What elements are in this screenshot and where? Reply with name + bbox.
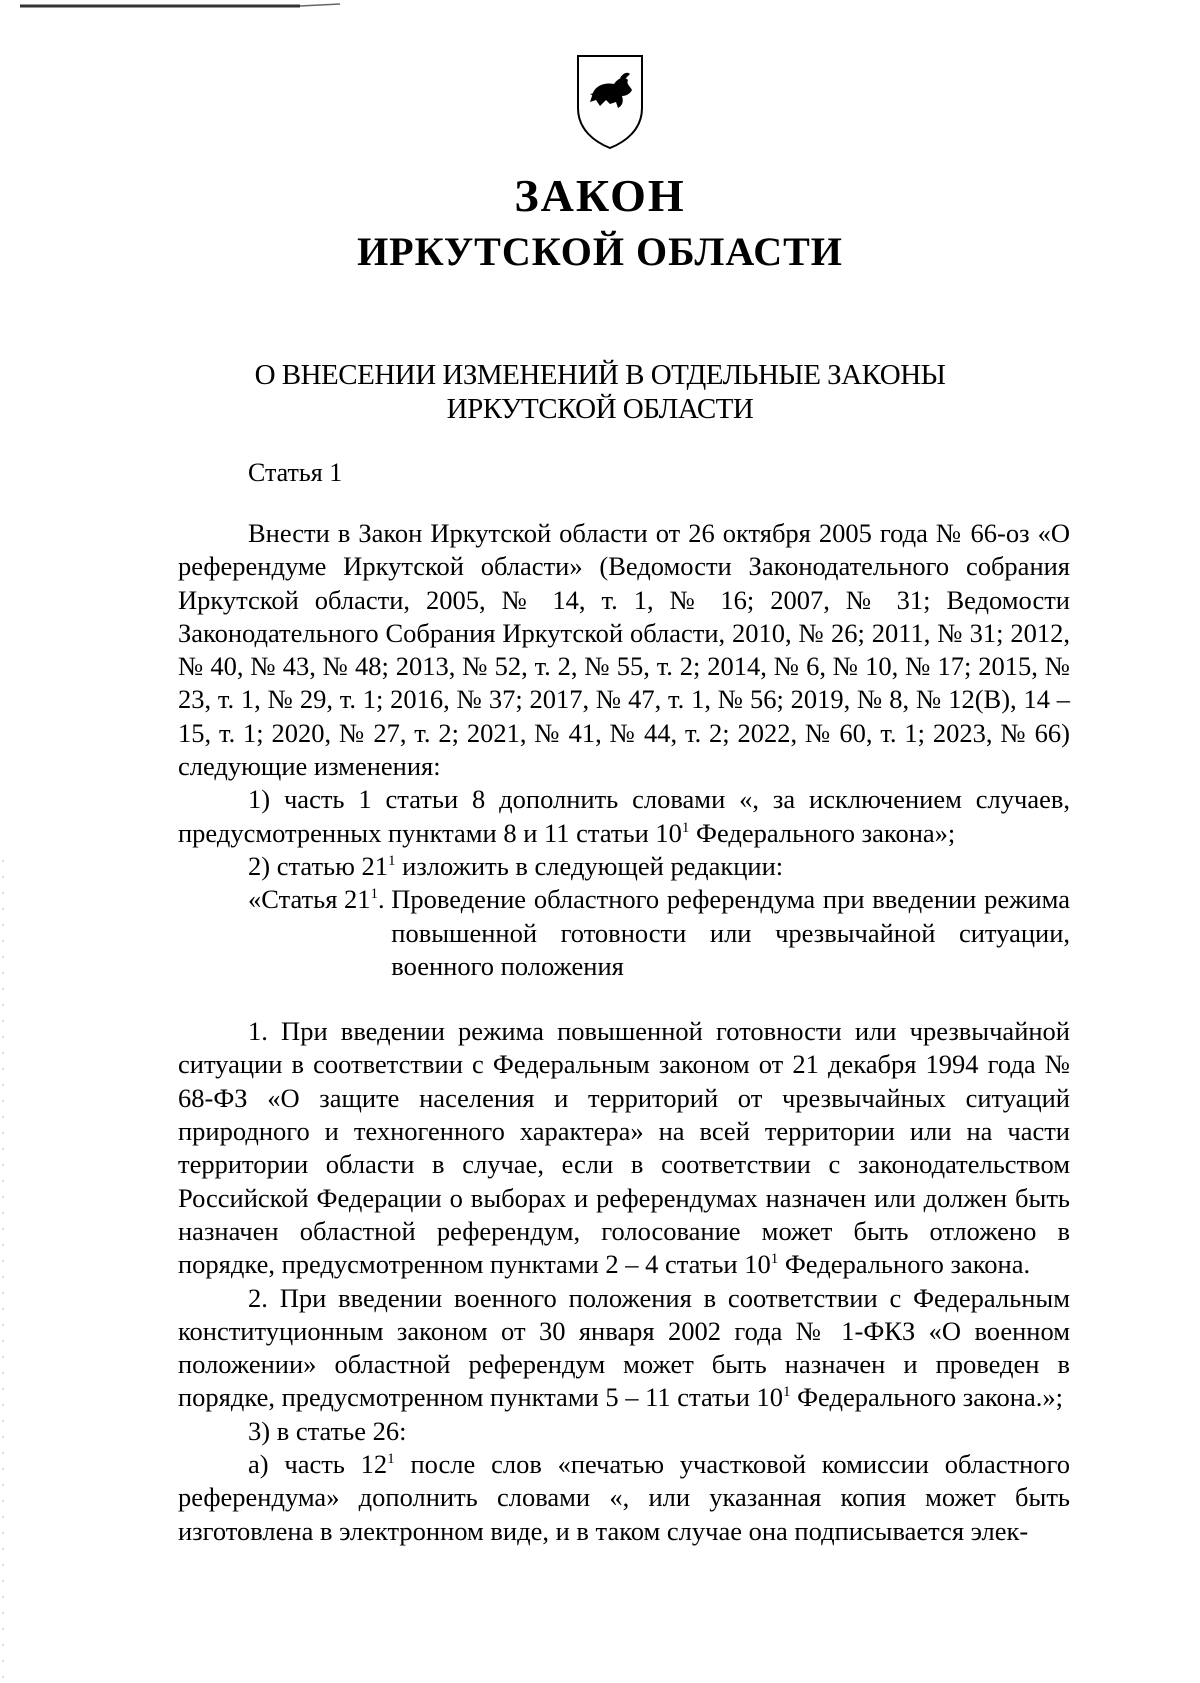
paragraph-2-text-end: Федерального закона.»; [790,1382,1063,1413]
item-1-text-end: Федерального закона»; [689,817,956,848]
scan-edge-dots [0,860,8,1680]
item-2-sup: 1 [388,853,396,870]
coat-of-arms-icon [570,50,650,150]
subtitle-line2: ИРКУТСКОЙ ОБЛАСТИ [446,393,754,425]
item-1-sup: 1 [681,819,690,836]
item-2-text-end: изложить в следующей редакции: [395,850,784,881]
item-2-text: 2) статью 21 [248,850,389,881]
item-2 [178,850,1070,883]
item-3a-text-end: после слов «печатью участковой комиссии областного референдума» дополнить словами «, или указанная копия может быть изготовлена в электронном виде, и в таком случае она подписывается элек- [178,1449,1070,1546]
paragraph-1-text: 1. При введении режима повышенной готовности или чрезвычайной ситуации в соответствии с Федеральным законом от 21 декабря 1994 года № 68-ФЗ «О защите населения и территорий от чрезвычайных ситуаций природного и техногенного характера» на всей территории или на части территории области в случае, если в соответствии с законодательством Российской Федерации о выборах и референдумах назначен или должен быть назначен областной референдум, голосование может быть отложено в порядке, предусмотренном пунктами 2 – 4 статьи 10 [178,1016,1070,1280]
paragraph-2-text: 2. При введении военного положения в соответствии с Федеральным конституционным законом от 30 января 2002 года № 1-ФКЗ «О военном положении» областной референдум может быть назначен и проведен в порядке, предусмотренном пунктами 5 – 11 статьи 10 [178,1282,1070,1413]
document-body [178,517,1070,1548]
paragraph-1-sup: 1 [770,1251,779,1268]
item-3a-text: а) часть 12 [248,1449,388,1480]
article-heading [248,883,1070,983]
item-1 [178,783,1070,850]
item-3a [178,1448,1070,1548]
paragraph-2-sup: 1 [783,1384,791,1401]
intro-paragraph: Внести в Закон Иркутской области от 26 октября 2005 года № 66-оз «О референдуме Иркутской области» (Ведомости Законодательного собрания Иркутской области, 2005, № 14, т. 1, № 16; 2007, № 31; Ведомости Законодательного Собрания Иркутской области, 2010, № 26; 2011, № 31; 2012, № 40, № 43, № 48; 2013, № 52, т. 2, № 55, т. 2; 2014, № 6, № 10, № 17; 2015, № 23, т. 1, № 29, т. 1; 2016, № 37; 2017, № 47, т. 1, № 56; 2019, № 8, № 12(В), 14 – 15, т. 1; 2020, № 27, т. 2; 2021, № 41, № 44, т. 2; 2022, № 60, т. 1; 2023, № 66) следующие изменения: [178,518,1070,782]
document-title-line2: ИРКУТСКОЙ ОБЛАСТИ [357,229,843,274]
heading-label-sup: 1 [370,886,379,903]
spacer [178,983,1070,1015]
heading-text-body: Проведение областного референдума при введении режима повышенной готовности или чрезвычайной ситуации, военного положения [391,884,1070,981]
subtitle-line1: О ВНЕСЕНИИ ИЗМЕНЕНИЙ В ОТДЕЛЬНЫЕ ЗАКОНЫ [254,359,946,391]
item-1-text: 1) часть 1 статьи 8 дополнить словами «, за исключением случаев, предусмотренных пунктами 8 и 11 статьи 10 [178,784,1070,848]
document-title-line1: ЗАКОН [514,170,686,221]
paragraph-1 [178,1015,1070,1281]
heading-label-dot: . [378,884,392,915]
paragraph-1-text-end: Федерального закона. [778,1249,1031,1280]
article-heading-label [248,883,391,983]
heading-label-text: «Статья 21 [248,884,371,915]
paragraph-2 [178,1282,1070,1415]
article-label: Статья 1 [248,458,343,487]
item-3: 3) в статье 26: [248,1415,407,1446]
document-subtitle [0,358,1200,426]
item-3a-sup: 1 [387,1451,395,1468]
scan-edge-mark [0,0,360,14]
article-heading-text [391,883,1070,983]
